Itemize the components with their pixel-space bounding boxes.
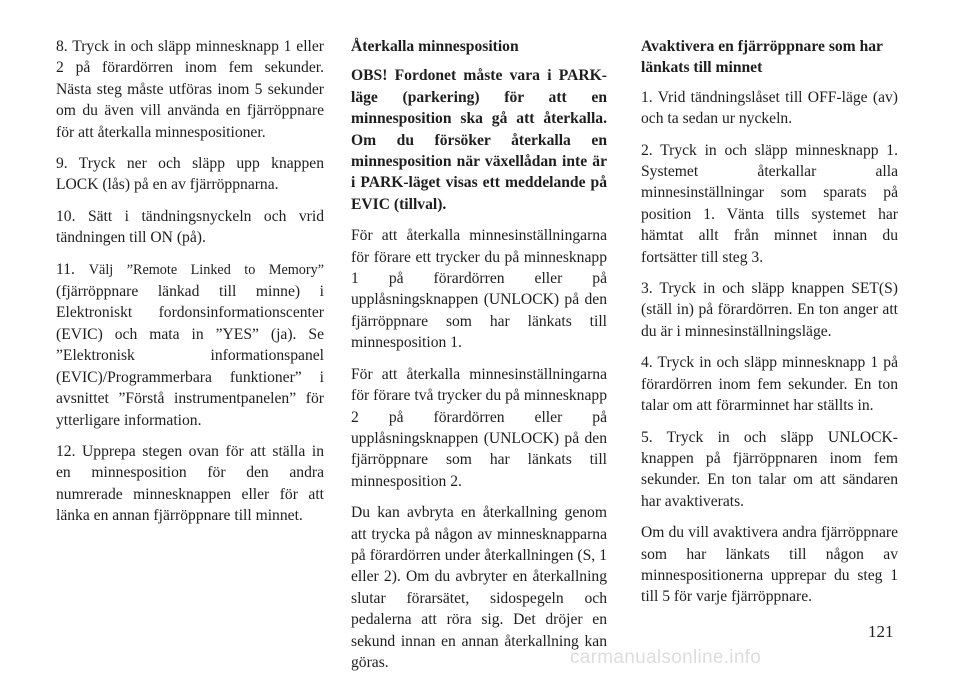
section-heading-deactivate: Avaktivera en fjärröppnare som har länkats till minnet bbox=[641, 38, 883, 77]
page-number: 121 bbox=[868, 622, 894, 641]
step-8: 8. Tryck in och släpp minnesknapp 1 eller 2 på förardörren inom fem sekunder. Nästa steg måste utföras inom 5 sekunder om du även vill använda en fjärröppnare för att återkalla minnespositioner. bbox=[56, 38, 324, 141]
deactivate-step-3: 3. Tryck in och släpp knappen SET(S) (ställ in) på förardörren. En ton anger att du är i minnesinställningsläge. bbox=[641, 280, 898, 340]
step-11-number: 11. bbox=[56, 260, 75, 278]
step-9: 9. Tryck ner och släpp upp knappen LOCK (lås) på en av fjärröppnarna. bbox=[56, 155, 324, 194]
deactivate-step-4: 4. Tryck in och släpp minnesknapp 1 på förardörren inom fem sekunder. En ton talar om att förarminnet har ställts in. bbox=[641, 354, 898, 415]
column-left bbox=[56, 36, 324, 537]
column-middle bbox=[351, 36, 607, 683]
step-10: 10. Sätt i tändningsnyckeln och vrid tändningen till ON (på). bbox=[56, 207, 324, 247]
footer-watermark: carmanualsonline.info bbox=[570, 647, 762, 668]
step-12: 12. Upprepa stegen ovan för att ställa in en minnesposition för den andra numrerade minnesknappen eller för att länka en annan fjärröppnare till minnet. bbox=[56, 442, 324, 525]
recall-driver-two: För att återkalla minnesinställningarna för förare två trycker du på minnesknapp 2 på förardörren eller på upplåsningsknappen (UNLOCK) på den fjärröppnare som har länkats till minnesposition 2. bbox=[351, 365, 607, 490]
note-park: OBS! Fordonet måste vara i PARK-läge (parkering) för att en minnesposition ska gå att återkalla. Om du försöker återkalla en minnesposition när växellådan inte är i PARK-läget visas ett meddelande på EVIC (tillval). bbox=[351, 67, 607, 213]
deactivate-step-1: 1. Vrid tändningslåset till OFF-läge (av) och ta sedan ur nyckeln. bbox=[641, 88, 898, 128]
section-heading-recall: Återkalla minnesposition bbox=[351, 38, 519, 55]
deactivate-step-2: 2. Tryck in och släpp minnesknapp 1. Systemet återkallar alla minnesinställningar som sparats på position 1. Vänta tills systemet har hämtat allt från minnet innan du fortsätter till steg 3. bbox=[641, 141, 898, 266]
column-right bbox=[641, 36, 898, 618]
deactivate-step-5: 5. Tryck in och släpp UNLOCK-knappen på fjärröppnaren inom fem sekunder. En ton talar om att sändaren har avaktiverats. bbox=[641, 428, 898, 510]
recall-driver-one: För att återkalla minnesinställningarna för förare ett trycker du på minnesknapp 1 på förardörren eller på upplåsningsknappen (UNLOCK) på den fjärröppnare som har länkats till minnesposition 1. bbox=[351, 227, 607, 352]
cancel-recall: Du kan avbryta en återkallning genom att trycka på någon av minnesknapparna på förardörren under återkallningen (S, 1 eller 2). Om du avbryter en återkallning slutar förarsätet, sidospegeln och pedalerna att röra sig. Det dröjer en sekund innan en annan återkallning kan göras. bbox=[351, 504, 607, 671]
deactivate-other-remotes: Om du vill avaktivera andra fjärröppnare som har länkats till någon av minnespositionerna upprepar du steg 1 till 5 för varje fjärröppnare. bbox=[641, 524, 898, 606]
step-11-rest: (fjärröppnare länkad till minne) i Elektroniskt fordonsinformationscenter (EVIC) och mata in ”YES” (ja). Se ”Elektronisk informationspanel (EVIC)/Programmerbara funktioner” i avsnittet ”Förstå instrumentpanelen” för ytterligare information. bbox=[56, 283, 324, 429]
step-11-intro: Välj ”Remote Linked to Memory” bbox=[88, 261, 324, 278]
step-11 bbox=[56, 259, 324, 431]
